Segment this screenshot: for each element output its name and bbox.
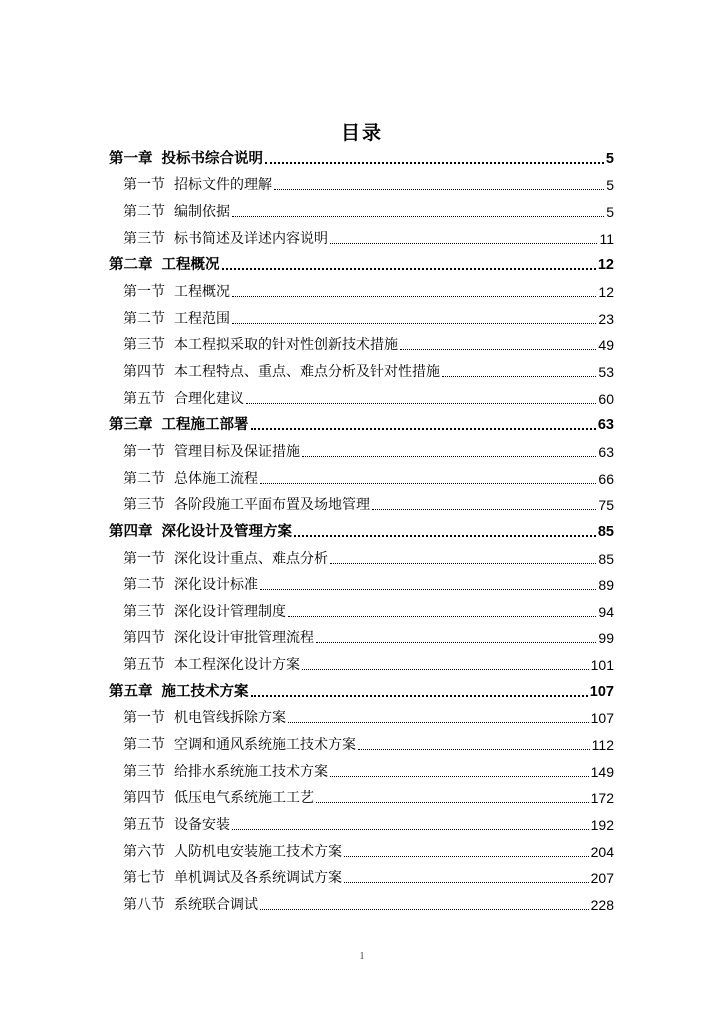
dot-leader [302, 456, 596, 457]
toc-section-entry[interactable] [109, 438, 614, 465]
toc-entry-title: 标书简述及详述内容说明 [174, 230, 328, 247]
dot-leader [330, 243, 597, 244]
toc-section-entry[interactable] [109, 278, 614, 305]
toc-entry-page-number: 53 [598, 363, 614, 380]
dot-leader [232, 323, 596, 324]
toc-entry-title: 工程范围 [174, 310, 230, 327]
toc-entry-number: 第八节 [123, 897, 165, 914]
toc-section-entry[interactable] [109, 785, 614, 812]
toc-entry-page-number: 23 [598, 310, 614, 327]
toc-entry-title: 工程概况 [174, 283, 230, 300]
dot-leader [288, 722, 589, 723]
toc-section-entry[interactable] [109, 625, 614, 652]
dot-leader [265, 162, 604, 164]
toc-section-entry[interactable] [109, 465, 614, 492]
toc-section-entry[interactable] [109, 385, 614, 412]
toc-section-entry[interactable] [109, 305, 614, 332]
toc-entry-page-number: 66 [598, 470, 614, 487]
toc-entry-page-number: 172 [590, 790, 614, 807]
toc-section-entry[interactable] [109, 225, 614, 252]
toc-entry-label [123, 788, 314, 811]
dot-leader [442, 376, 596, 377]
toc-section-entry[interactable] [109, 198, 614, 225]
dot-leader [251, 695, 588, 697]
page-title: 目录 [340, 122, 383, 144]
toc-section-entry[interactable] [109, 838, 614, 865]
toc-entry-number: 第四章 [109, 523, 153, 540]
toc-chapter-entry[interactable] [109, 518, 614, 545]
toc-entry-page-number: 228 [590, 897, 614, 914]
toc-entry-page-number: 11 [599, 230, 614, 247]
toc-entry-number: 第一节 [123, 283, 165, 300]
toc-entry-page-number: 112 [591, 737, 614, 754]
toc-entry-number: 第一节 [123, 443, 165, 460]
toc-entry-label [123, 628, 314, 651]
toc-entry-number: 第二章 [109, 257, 153, 274]
toc-entry-title: 机电管线拆除方案 [174, 710, 286, 727]
toc-entry-number: 第二节 [123, 470, 165, 487]
toc-entry-page-number: 204 [590, 843, 614, 860]
toc-entry-label [109, 255, 220, 278]
toc-section-entry[interactable] [109, 545, 614, 572]
toc-entry-title: 空调和通风系统施工技术方案 [174, 737, 356, 754]
toc-entry-number: 第三章 [109, 417, 153, 434]
toc-entry-label [123, 469, 258, 492]
toc-entry-label [123, 708, 286, 731]
toc-entry-label [123, 309, 230, 332]
toc-entry-number: 第一节 [123, 177, 165, 194]
toc-entry-title: 工程施工部署 [161, 417, 249, 434]
dot-leader [330, 776, 589, 777]
toc-entry-page-number: 107 [590, 710, 614, 727]
toc-entry-number: 第五节 [123, 390, 165, 407]
toc-entry-title: 施工技术方案 [161, 683, 249, 700]
dot-leader [344, 882, 589, 883]
toc-entry-page-number: 63 [598, 443, 614, 460]
dot-leader [400, 349, 596, 350]
toc-entry-label [123, 362, 440, 385]
toc-entry-page-number: 94 [598, 603, 614, 620]
toc-section-entry[interactable] [109, 705, 614, 732]
toc-entry-title: 投标书综合说明 [161, 150, 263, 167]
toc-entry-page-number: 192 [590, 817, 614, 834]
toc-entry-label [123, 495, 370, 518]
page-number-footer: 1 [359, 951, 365, 962]
toc-entry-page-number: 207 [590, 870, 614, 887]
toc-entry-title: 深化设计管理制度 [174, 603, 286, 620]
toc-section-entry[interactable] [109, 758, 614, 785]
dot-leader [232, 829, 589, 830]
toc-entry-label [123, 442, 300, 465]
toc-entry-page-number: 99 [598, 630, 614, 647]
toc-entry-label [123, 575, 258, 598]
toc-chapter-entry[interactable] [109, 145, 614, 172]
toc-entry-number: 第四节 [123, 630, 165, 647]
toc-entry-label [123, 842, 342, 865]
toc-entry-page-number: 75 [598, 497, 614, 514]
toc-entry-page-number: 5 [606, 177, 614, 194]
toc-entry-page-number: 89 [598, 577, 614, 594]
toc-entry-number: 第五节 [123, 657, 165, 674]
toc-section-entry[interactable] [109, 811, 614, 838]
dot-leader [372, 509, 596, 510]
toc-entry-number: 第三节 [123, 230, 165, 247]
toc-entry-label [123, 815, 230, 838]
toc-entry-label [123, 282, 230, 305]
toc-entry-title: 合理化建议 [174, 390, 244, 407]
dot-leader [330, 563, 596, 564]
toc-entry-page-number: 5 [606, 203, 614, 220]
toc-entry-page-number: 63 [597, 417, 614, 434]
toc-section-entry[interactable] [109, 358, 614, 385]
toc-entry-title: 深化设计及管理方案 [161, 523, 292, 540]
toc-entry-page-number: 85 [597, 523, 614, 540]
dot-leader [316, 802, 589, 803]
toc-entry-number: 第二节 [123, 203, 165, 220]
toc-entry-title: 各阶段施工平面布置及场地管理 [174, 497, 370, 514]
toc-entry-page-number: 85 [598, 550, 614, 567]
dot-leader [344, 856, 589, 857]
dot-leader [294, 535, 596, 537]
toc-entry-title: 管理目标及保证措施 [174, 443, 300, 460]
toc-entry-label [123, 229, 328, 252]
toc-entry-number: 第一节 [123, 550, 165, 567]
toc-entry-page-number: 101 [590, 657, 614, 674]
toc-section-entry[interactable] [109, 598, 614, 625]
dot-leader [222, 268, 596, 270]
toc-section-entry[interactable] [109, 332, 614, 359]
toc-entry-number: 第四节 [123, 790, 165, 807]
toc-entry-label [123, 175, 272, 198]
toc-entry-number: 第二节 [123, 577, 165, 594]
toc-entry-label [123, 389, 244, 412]
dot-leader [251, 428, 596, 430]
toc-entry-label [123, 549, 328, 572]
toc-entry-number: 第三节 [123, 497, 165, 514]
toc-entry-label [123, 762, 328, 785]
toc-section-entry[interactable] [109, 492, 614, 519]
toc-entry-title: 深化设计审批管理流程 [174, 630, 314, 647]
toc-entry-title: 低压电气系统施工工艺 [174, 790, 314, 807]
toc-section-entry[interactable] [109, 651, 614, 678]
toc-entry-title: 总体施工流程 [174, 470, 258, 487]
toc-entry-title: 深化设计标准 [174, 577, 258, 594]
toc-entry-number: 第七节 [123, 870, 165, 887]
toc-section-entry[interactable] [109, 865, 614, 892]
toc-entry-label [123, 895, 258, 918]
dot-leader [274, 189, 604, 190]
toc-entry-page-number: 5 [605, 150, 614, 167]
dot-leader [246, 403, 596, 404]
toc-entry-title: 系统联合调试 [174, 897, 258, 914]
toc-entry-title: 人防机电安装施工技术方案 [174, 843, 342, 860]
toc-entry-page-number: 60 [598, 390, 614, 407]
toc-entry-page-number: 49 [598, 337, 614, 354]
toc-chapter-entry[interactable] [109, 252, 614, 279]
toc-entry-label [109, 682, 249, 705]
toc-entry-number: 第五章 [109, 683, 153, 700]
toc-entry-title: 给排水系统施工技术方案 [174, 763, 328, 780]
dot-leader [232, 216, 604, 217]
dot-leader [316, 642, 596, 643]
toc-entry-label [123, 868, 342, 891]
toc-entry-title: 本工程特点、重点、难点分析及针对性措施 [174, 363, 440, 380]
toc-entry-number: 第三节 [123, 603, 165, 620]
dot-leader [260, 483, 596, 484]
table-of-contents [109, 145, 614, 918]
toc-entry-number: 第三节 [123, 337, 165, 354]
toc-entry-title: 设备安装 [174, 817, 230, 834]
toc-section-entry[interactable] [109, 572, 614, 599]
toc-chapter-entry[interactable] [109, 412, 614, 439]
toc-entry-page-number: 107 [589, 683, 614, 700]
toc-entry-number: 第一节 [123, 710, 165, 727]
toc-entry-title: 本工程深化设计方案 [174, 657, 300, 674]
toc-entry-title: 本工程拟采取的针对性创新技术措施 [174, 337, 398, 354]
dot-leader [260, 909, 589, 910]
toc-entry-page-number: 149 [590, 763, 614, 780]
toc-entry-title: 工程概况 [161, 257, 220, 274]
toc-section-entry[interactable] [109, 731, 614, 758]
dot-leader [288, 616, 596, 617]
toc-entry-number: 第一章 [109, 150, 153, 167]
toc-entry-number: 第六节 [123, 843, 165, 860]
dot-leader [358, 749, 590, 750]
toc-entry-title: 单机调试及各系统调试方案 [174, 870, 342, 887]
toc-entry-number: 第三节 [123, 763, 165, 780]
toc-section-entry[interactable] [109, 891, 614, 918]
dot-leader [232, 296, 596, 297]
toc-entry-number: 第四节 [123, 363, 165, 380]
toc-entry-title: 编制依据 [174, 203, 230, 220]
toc-entry-label [123, 335, 398, 358]
toc-entry-label [109, 415, 249, 438]
toc-entry-label [109, 149, 263, 172]
toc-entry-title: 招标文件的理解 [174, 177, 272, 194]
toc-entry-page-number: 12 [597, 257, 614, 274]
toc-chapter-entry[interactable] [109, 678, 614, 705]
dot-leader [302, 669, 589, 670]
toc-section-entry[interactable] [109, 172, 614, 199]
toc-entry-page-number: 12 [598, 283, 614, 300]
toc-entry-number: 第五节 [123, 817, 165, 834]
toc-entry-label [123, 735, 356, 758]
toc-entry-number: 第二节 [123, 310, 165, 327]
toc-entry-title: 深化设计重点、难点分析 [174, 550, 328, 567]
toc-entry-label [123, 602, 286, 625]
dot-leader [260, 589, 596, 590]
toc-entry-label [123, 655, 300, 678]
toc-entry-label [109, 522, 292, 545]
toc-entry-label [123, 202, 230, 225]
toc-entry-number: 第二节 [123, 737, 165, 754]
